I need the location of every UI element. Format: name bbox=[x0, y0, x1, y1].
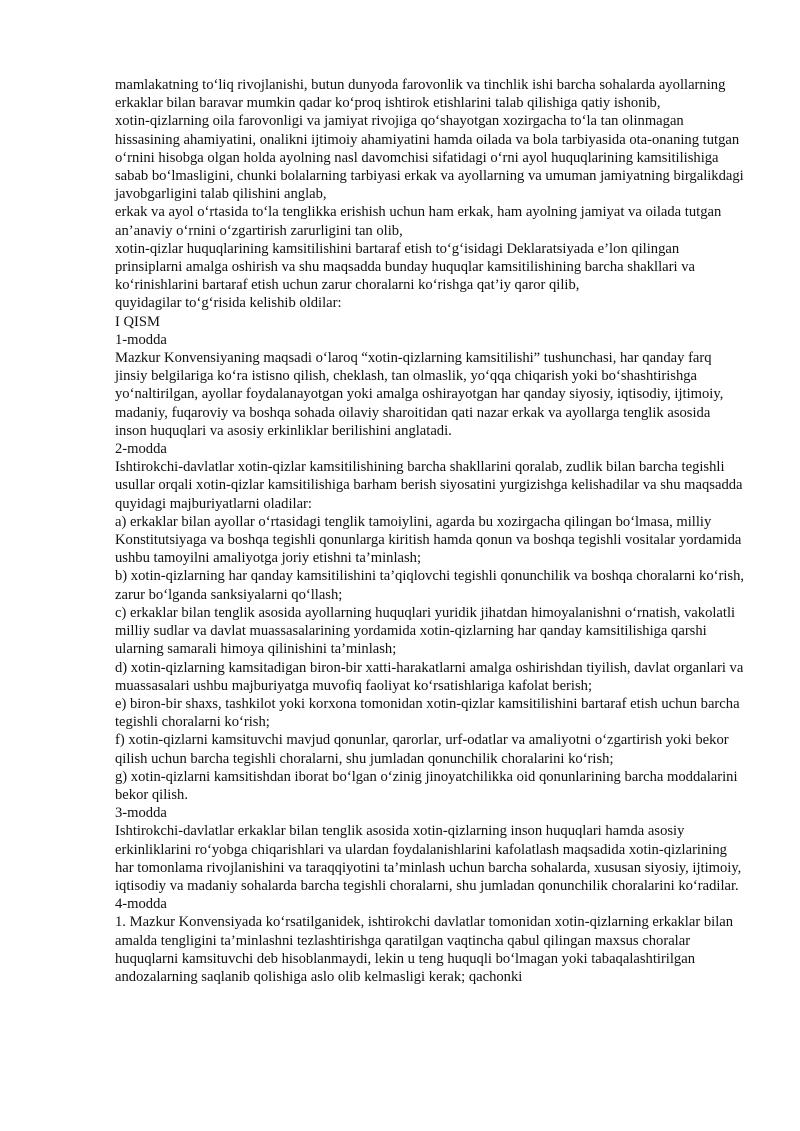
article-2-item-a: a) erkaklar bilan ayollar o‘rtasidagi tenglik tamoiylini, agarda bu xozirgacha qilingan bo‘lmasa, milliy Konstitutsiyaga va boshqa tegishli qonunlarga kiritish hamda qonun va boshqa tegishli vositalar yordamida ushbu tamoyilni amaliyotga joriy etishni ta’minlash; bbox=[115, 513, 742, 567]
preamble-paragraph-4: xotin-qizlar huquqlarining kamsitilishini bartaraf etish to‘g‘isidagi Deklaratsiyada e’lon qilingan prinsiplarni amalga oshirish va shu maqsadda bunday huquqlar kamsitilishining barcha shakllari va ko‘rinishlarini bartaraf etish uchun zarur choralarni ko‘rishga qat’iy qaror qilib, bbox=[115, 240, 695, 294]
article-2-item-f: f) xotin-qizlarni kamsituvchi mavjud qonunlar, qarorlar, urf-odatlar va amaliyotni o‘zgartirish yoki bekor qilish uchun barcha tegishli choralarni, shu jumladan qonunchilik choralarini ko‘rish; bbox=[115, 732, 729, 767]
article-4-heading: 4-modda bbox=[115, 896, 167, 913]
part-heading: I QISM bbox=[115, 313, 160, 330]
preamble-paragraph-2: xotin-qizlarning oila farovonligi va jamiyat rivojiga qo‘shayotgan xozirgacha to‘la tan olinmagan hissasining ahamiyatini, onalikni ijtimoiy ahamiyatini hamda oilada va bola tarbiyasida ota-onaning tutgan o‘rnini hisobga olgan holda ayolning nasl davomchisi sifatidagi o‘rni ayol huquqlarining kamsitilishiga sabab bo‘lmasligini, chunki bolalarning tarbiyasi erkak va ayollarning va umuman jamiyatning birgalikdagi javobgarligini talab qilishini anglab, bbox=[115, 113, 744, 203]
article-3-heading: 3-modda bbox=[115, 805, 167, 822]
article-4-item-1: 1. Mazkur Konvensiyada ko‘rsatilganidek, ishtirokchi davlatlar tomonidan xotin-qizlarning erkaklar bilan amalda tengligini ta’minlashni tezlashtirishga qaratilgan vaqtincha qabul qilingan maxsus choralar huquqlarni kamsituvchi deb hisoblanmaydi, lekin u teng huquqli bo‘lmagan yoki tabaqalashtirilgan andozalarning saqlanib qolishiga aslo olib kelmasligi kerak; qachonki bbox=[115, 914, 734, 985]
article-2-heading: 2-modda bbox=[115, 441, 167, 458]
article-1-heading: 1-modda bbox=[115, 331, 167, 348]
article-2-item-e: e) biron-bir shaxs, tashkilot yoki korxona tomonidan xotin-qizlar kamsitilishini bartaraf etish uchun barcha tegishli choralarni ko‘rish; bbox=[115, 695, 740, 731]
article-2-item-b: b) xotin-qizlarning har qanday kamsitilishini ta’qiqlovchi tegishli qonunchilik va boshqa choralarni ko‘rish, zarur bo‘lganda sanksiyalarni qo‘llash; bbox=[115, 568, 745, 603]
preamble-paragraph-3: erkak va ayol o‘rtasida to‘la tenglikka erishish uchun ham erkak, ham ayolning jamiyat va oilada tutgan an’anaviy o‘rnini o‘zgartirish zarurligini tan olib, bbox=[115, 204, 722, 239]
article-2-item-g: g) xotin-qizlarni kamsitishdan iborat bo‘lgan o‘zinig jinoyatchilikka oid qonunlarining barcha moddalarini bekor qilish. bbox=[115, 768, 738, 803]
article-2-item-c: c) erkaklar bilan tenglik asosida ayollarning huquqlari yuridik jihatdan himoyalanishni o‘rnatish, vakolatli milliy sudlar va davlat muassasalarining yordamida xotin-qizlarning har qanday kamsitilishiga qarshi ularning samarali himoya qilinishini ta’minlash; bbox=[115, 604, 736, 658]
article-2-item-d: d) xotin-qizlarning kamsitadigan biron-bir xatti-harakatlarni amalga oshirishdan tiyilish, davlat organlari va muassasalari ushbu majburiyatga muvofiq faoliyat ko‘rsatishlariga kafolat berish; bbox=[115, 659, 744, 694]
preamble-conclusion: quyidagilar to‘g‘risida kelishib oldilar: bbox=[115, 295, 342, 312]
article-2-intro: Ishtirokchi-davlatlar xotin-qizlar kamsitilishining barcha shakllarini qoralab, zudlik bilan barcha tegishli usullar orqali xotin-qizlar kamsitilishiga barham berish siyosatini yurgizishga kelishadilar va shu maqsadda quyidagi majburiyatlarni oladilar: bbox=[115, 459, 743, 512]
article-3-text: Ishtirokchi-davlatlar erkaklar bilan tenglik asosida xotin-qizlarning inson huquqlari hamda asosiy erkinliklarini ro‘yobga chiqarishlari va ulardan foydalanishlarini kafolatlash maqsadida xotin-qizlarining har tomonlama rivojlanishini va taraqqiyotini ta’minlash uchun barcha sohalarda, xususan siyosiy, ijtimoiy, iqtisodiy va madaniy sohalarda barcha tegishli choralarni, shu jumladan qonunchilik choralarini ko‘radilar. bbox=[115, 823, 742, 894]
document-page bbox=[115, 76, 745, 986]
preamble-paragraph-1: mamlakatning to‘liq rivojlanishi, butun dunyoda farovonlik va tinchlik ishi barcha sohalarda ayollarning erkaklar bilan baravar mumkin qadar ko‘proq ishtirok etishlarini talab qilishiga qatiy ishonib, bbox=[115, 77, 726, 112]
article-1-text: Mazkur Konvensiyaning maqsadi o‘laroq “xotin-qizlarning kamsitilishi” tushunchasi, har qanday farq jinsiy belgilariga ko‘ra istisno qilish, cheklash, tan olmaslik, yo‘qqa chiqarish yoki bo‘shashtirishga yo‘naltirilgan, ayollar foydalanayotgan yoki amalga oshirayotgan har qanday siyosiy, iqtisodiy, ijtimoiy, madaniy, fuqaroviy va boshqa sohada oilaviy sharoitidan qati nazar erkak va ayollarga tenglik asosida inson huquqlari va asosiy erkinliklar berilishini anglatadi. bbox=[115, 350, 724, 439]
